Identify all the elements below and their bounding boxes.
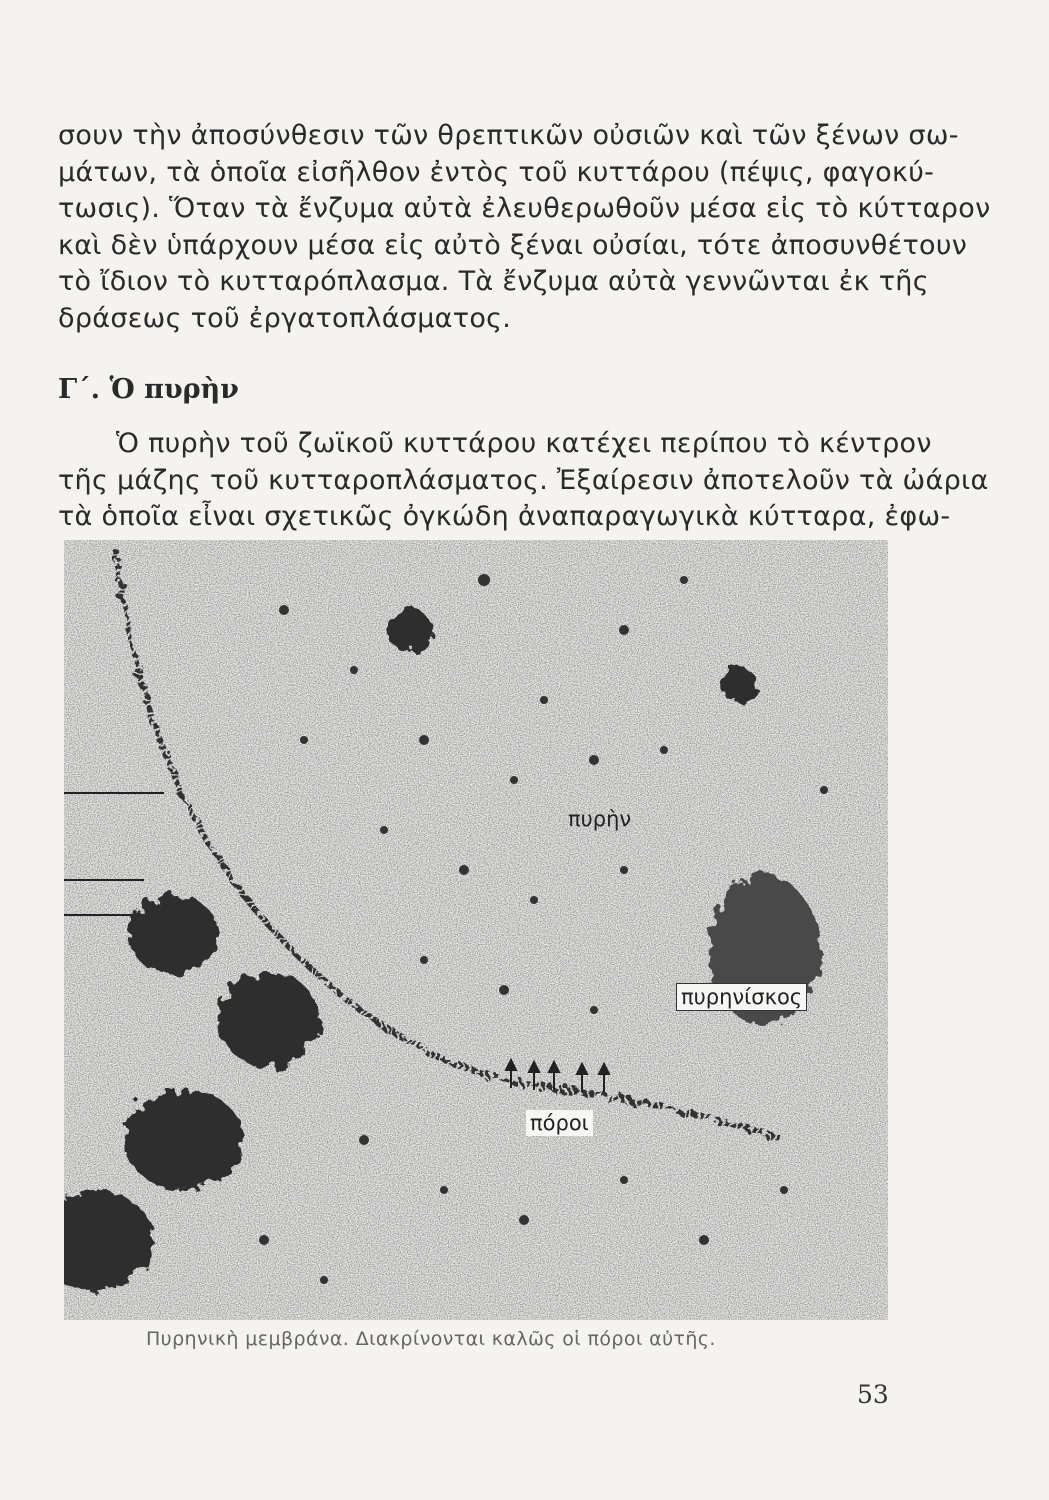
pores-label: πόροι bbox=[526, 1110, 593, 1136]
text-line: τὰ ὁποῖα εἶναι σχετικῶς ὀγκώδη ἀναπαραγωγικὰ κύτταρα, ἐφω- bbox=[58, 501, 951, 532]
text-line: τωσις). Ὅταν τὰ ἔνζυμα αὐτὰ ἐλευθερωθοῦν μέσα εἰς τὸ κύτταρον bbox=[58, 193, 991, 224]
micrograph-figure bbox=[64, 540, 888, 1320]
text-line: δράσεως τοῦ ἐργατοπλάσματος. bbox=[58, 302, 512, 334]
nucleolus-label: πυρηνίσκος bbox=[676, 983, 807, 1011]
figure-caption: Πυρηνικὴ μεμβράνα. Διακρίνονται καλῶς οἱ πόροι αὐτῆς. bbox=[146, 1328, 716, 1350]
paragraph-2 bbox=[58, 426, 989, 536]
nucleus-label: πυρὴν bbox=[568, 807, 632, 831]
text-line: καὶ δὲν ὑπάρχουν μέσα εἰς αὐτὸ ξέναι οὐσίαι, τότε ἀποσυνθέτουν bbox=[58, 229, 968, 261]
section-heading: Γ΄. Ὁ πυρὴν bbox=[58, 374, 239, 405]
paragraph-1 bbox=[58, 118, 991, 337]
text-line: μάτων, τὰ ὁποῖα εἰσῆλθον ἐντὸς τοῦ κυττάρου (πέψις, φαγοκύ- bbox=[58, 156, 935, 188]
text-line: Ὁ πυρὴν τοῦ ζωϊκοῦ κυττάρου κατέχει περίπου τὸ κέντρον bbox=[116, 428, 932, 459]
page-number: 53 bbox=[857, 1380, 889, 1409]
micrograph-image bbox=[64, 540, 888, 1320]
text-line: τὸ ἴδιον τὸ κυτταρόπλασμα. Τὰ ἔνζυμα αὐτὰ γεννῶνται ἐκ τῆς bbox=[58, 266, 929, 297]
text-line: τῆς μάζης τοῦ κυτταροπλάσματος. Ἐξαίρεσιν ἀποτελοῦν τὰ ὠάρια bbox=[58, 464, 989, 496]
text-line: σουν τὴν ἀποσύνθεσιν τῶν θρεπτικῶν οὐσιῶν καὶ τῶν ξένων σω- bbox=[58, 120, 959, 151]
